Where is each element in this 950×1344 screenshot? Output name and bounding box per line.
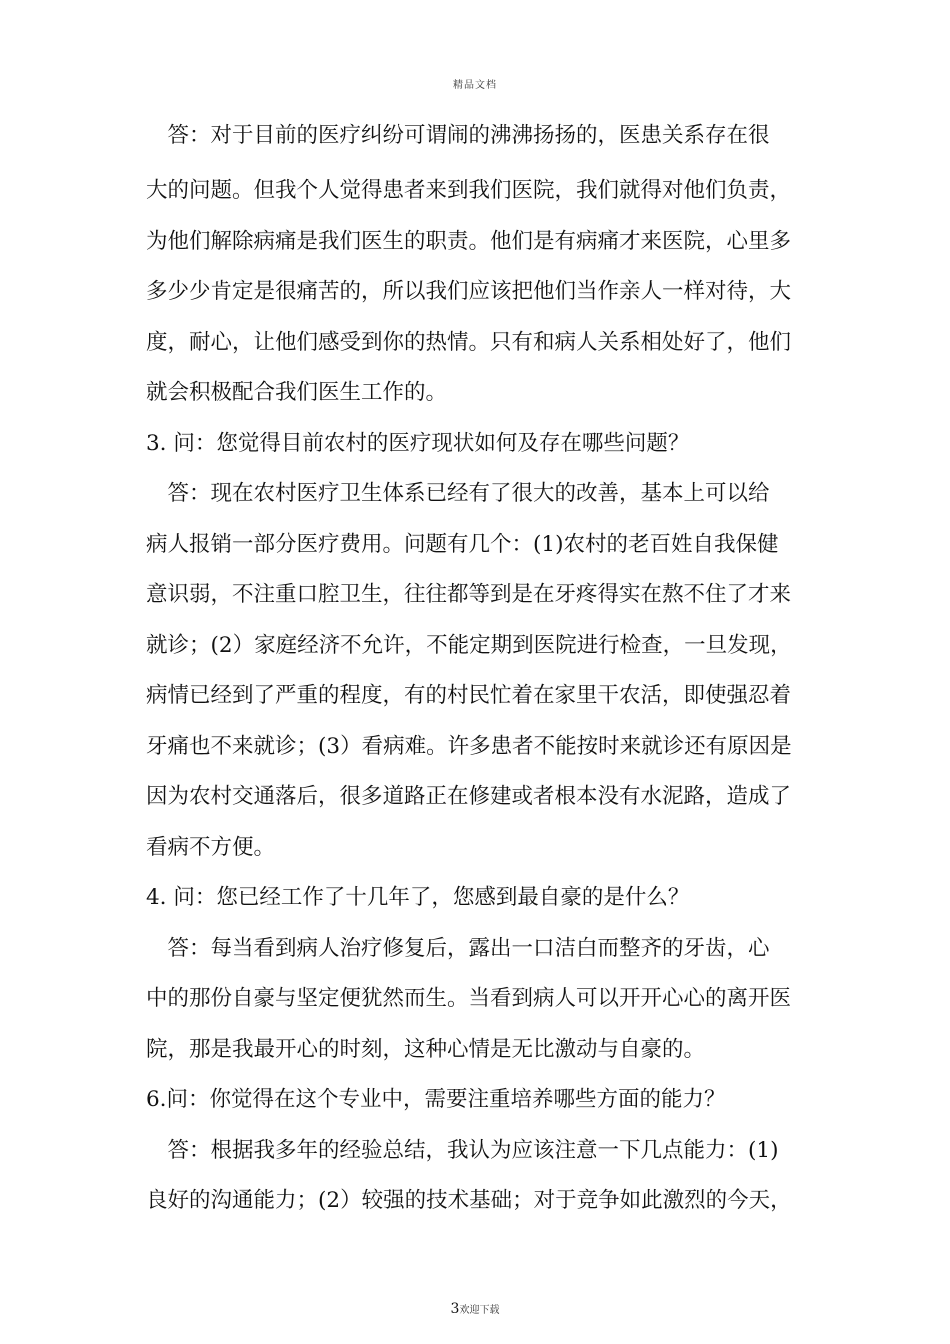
text-line: 中的那份自豪与坚定便犹然而生。当看到病人可以开开心心的离开医 bbox=[146, 986, 792, 1011]
page-footer bbox=[0, 1301, 950, 1317]
question-heading: 6.问：你觉得在这个专业中，需要注重培养哪些方面的能力？ bbox=[146, 1087, 726, 1112]
text-line: 良好的沟通能力；(2）较强的技术基础；对于竞争如此激烈的今天， bbox=[146, 1188, 792, 1213]
text-line: 病人报销一部分医疗费用。问题有几个：(1)农村的老百姓自我保健 bbox=[146, 531, 779, 557]
text-line: 多少少肯定是很痛苦的，所以我们应该把他们当作亲人一样对待，大 bbox=[146, 279, 792, 304]
text-line: 为他们解除病痛是我们医生的职责。他们是有病痛才来医院，心里多 bbox=[146, 228, 792, 254]
text-line: 看病不方便。 bbox=[146, 834, 276, 860]
text-line: 大的问题。但我个人觉得患者来到我们医院，我们就得对他们负责， bbox=[146, 178, 792, 203]
text-line: 因为农村交通落后，很多道路正在修建或者根本没有水泥路，造成了 bbox=[146, 784, 792, 809]
text-line: 意识弱，不注重口腔卫生，往往都等到是在牙疼得实在熬不住了才来 bbox=[146, 582, 792, 607]
text-line: 病情已经到了严重的程度，有的村民忙着在家里干农活，即使强忍着 bbox=[146, 683, 792, 708]
question-heading: 4. 问：您已经工作了十几年了，您感到最自豪的是什么？ bbox=[146, 885, 690, 910]
text-line: 答：根据我多年的经验总结，我认为应该注意一下几点能力：(1) bbox=[146, 1137, 779, 1163]
text-line: 答：每当看到病人治疗修复后，露出一口洁白而整齐的牙齿，心 bbox=[146, 935, 770, 961]
text-line: 院，那是我最开心的时刻，这种心情是无比激动与自豪的。 bbox=[146, 1036, 706, 1062]
footer-text: 欢迎下载 bbox=[459, 1305, 500, 1316]
text-line: 就诊；(2）家庭经济不允许，不能定期到医院进行检查，一旦发现， bbox=[146, 632, 792, 658]
page-header: 精品文档 bbox=[453, 80, 497, 91]
text-line: 就会积极配合我们医生工作的。 bbox=[146, 380, 448, 405]
text-line: 答：对于目前的医疗纠纷可谓闹的沸沸扬扬的，医患关系存在很 bbox=[146, 123, 770, 148]
document-body bbox=[146, 116, 810, 1227]
text-line: 答：现在农村医疗卫生体系已经有了很大的改善，基本上可以给 bbox=[146, 481, 770, 506]
question-heading: 3. 问：您觉得目前农村的医疗现状如何及存在哪些问题？ bbox=[146, 430, 690, 456]
text-line: 牙痛也不来就诊；(3）看病难。许多患者不能按时来就诊还有原因是 bbox=[146, 733, 792, 759]
text-line: 度，耐心，让他们感受到你的热情。只有和病人关系相处好了，他们 bbox=[146, 329, 792, 355]
page-number: 3 bbox=[450, 1301, 460, 1317]
